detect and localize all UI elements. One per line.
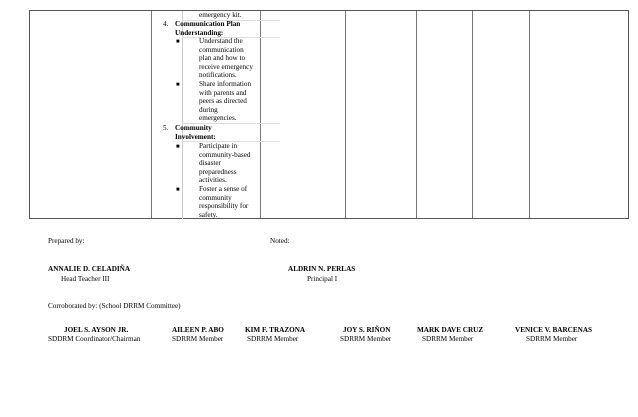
objectives-cell [152,11,285,219]
item-number: 4. [163,20,169,28]
noted-label: Noted: [270,237,290,245]
item-title-line: Involvement: [175,132,216,141]
bullet-icon: ■ [176,82,180,88]
bullet-line: disaster [199,159,221,168]
signatory-name: VENICE V. BARCENAS [515,326,593,334]
bullet-icon: ■ [176,187,180,193]
prepared-by-label: Prepared by: [48,237,85,245]
bullet-line: safety. [199,210,218,219]
item-title-line: Communication Plan [175,20,241,28]
bullet-line: notifications. [199,71,237,80]
continued-line: emergency kit. [199,11,242,19]
bullet-line: responsibility for [199,202,249,211]
bullet-line: plan and how to [199,54,246,63]
bullet-line: preparedness [199,167,237,176]
column-divider [529,11,530,218]
bullet-line: emergencies. [199,114,237,123]
signatory-role: SDRRM Member [422,335,474,343]
signatory-name: MARK DAVE CRUZ [417,326,484,334]
bullet-line: community-based [199,150,251,159]
bullet-line: receive emergency [199,62,253,71]
plan-table [29,10,629,219]
bullet-line: during [199,105,218,114]
corroborated-label: Corroborated by: (School DRRM Committee) [48,302,181,310]
bullet-line: Foster a sense of [199,185,248,193]
signatory-name: JOY S. RIÑON [343,326,391,334]
bullet-line: Understand the [199,37,243,45]
column-divider [345,11,346,218]
prepared-by-name: ANNALIE D. CELADIÑA [48,265,131,273]
column-divider [472,11,473,218]
signatory-name: AILEEN P. ABO [172,326,224,334]
signatory-name: KIM F. TRAZONA [245,326,306,334]
bullet-line: with parents and [199,88,247,97]
bullet-icon: ■ [176,39,180,45]
signatory-role: SDRRM Member [247,335,299,343]
bullet-line: peers as directed [199,97,247,106]
signatory-role: SDDRM Coordinator/Chairman [48,335,141,343]
bullet-line: activities. [199,176,227,185]
bullet-line: Participate in [199,142,238,150]
signatory-role: SDRRM Member [340,335,392,343]
item-title-line: Community [175,124,212,132]
prepared-by-role: Head Teacher III [61,275,110,283]
noted-role: Principal I [307,275,338,283]
signatory-name: JOEL S. AYSON JR. [64,326,129,334]
bullet-icon: ■ [176,144,180,150]
bullet-line: Share information [199,80,252,88]
column-divider [416,11,417,218]
item-number: 5. [163,124,169,132]
noted-name: ALDRIN N. PERLAS [288,265,356,273]
signatory-role: SDRRM Member [172,335,224,343]
bullet-line: communication [199,45,244,54]
bullet-line: community [199,193,232,202]
signatory-role: SDRRM Member [526,335,578,343]
item-title-line: Understanding: [175,28,224,37]
